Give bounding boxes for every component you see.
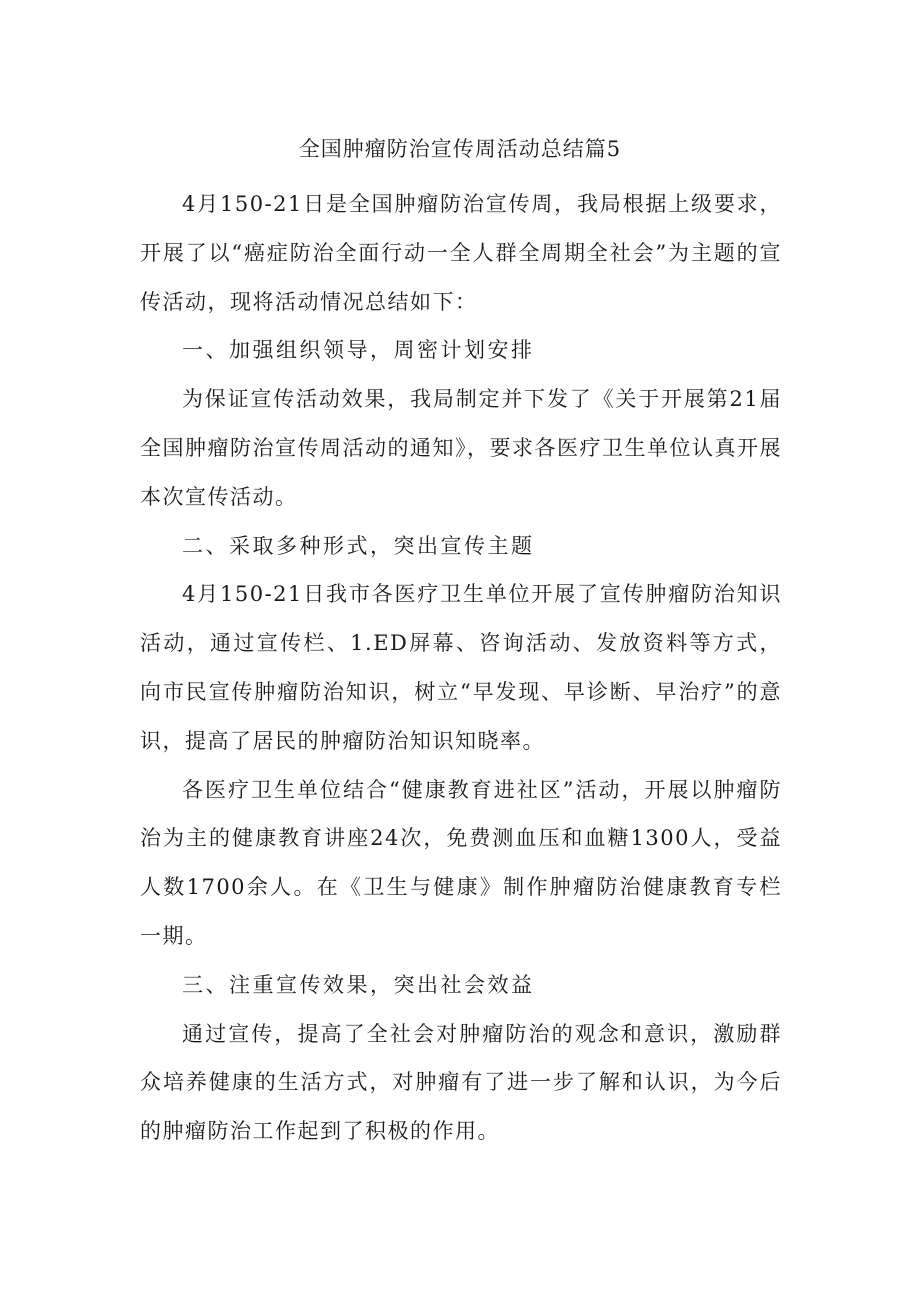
section-heading-1: 一、加强组织领导，周密计划安排 bbox=[182, 338, 535, 363]
paragraph-section-1: 为保证宣传活动效果，我局制定并下发了《关于开展第21届全国肿瘤防治宣传周活动的通知》，要求各医疗卫生单位认真开展本次宣传活动。 bbox=[140, 387, 782, 509]
paragraph-section-2a: 4月150-21日我市各医疗卫生单位开展了宣传肿瘤防治知识活动，通过宣传栏、1.ED屏幕、咨询活动、发放资料等方式，向市民宣传肿瘤防治知识，树立“早发现、早诊断、早治疗”的意识，提高了居民的肿瘤防治知识知晓率。 bbox=[140, 582, 782, 753]
section-heading-2: 二、采取多种形式，突出宣传主题 bbox=[182, 533, 535, 558]
paragraph-section-3: 通过宣传，提高了全社会对肿瘤防治的观念和意识，激励群众培养健康的生活方式，对肿瘤有了进一步了解和认识，为今后的肿瘤防治工作起到了积极的作用。 bbox=[140, 1021, 782, 1144]
paragraph-section-2b: 各医疗卫生单位结合“健康教育进社区”活动，开展以肿瘤防治为主的健康教育讲座24次，免费测血压和血糖1300人，受益人数1700余人。在《卫生与健康》制作肿瘤防治健康教育专栏一期。 bbox=[140, 777, 782, 948]
document-title: 全国肿瘤防治宣传周活动总结篇5 bbox=[298, 137, 622, 161]
section-heading-3: 三、注重宣传效果，突出社会效益 bbox=[182, 972, 535, 997]
paragraph-intro: 4月150-21日是全国肿瘤防治宣传周，我局根据上级要求，开展了以“癌症防治全面行动一全人群全周期全社会”为主题的宣传活动，现将活动情况总结如下： bbox=[140, 192, 782, 314]
document-body bbox=[140, 180, 782, 1156]
